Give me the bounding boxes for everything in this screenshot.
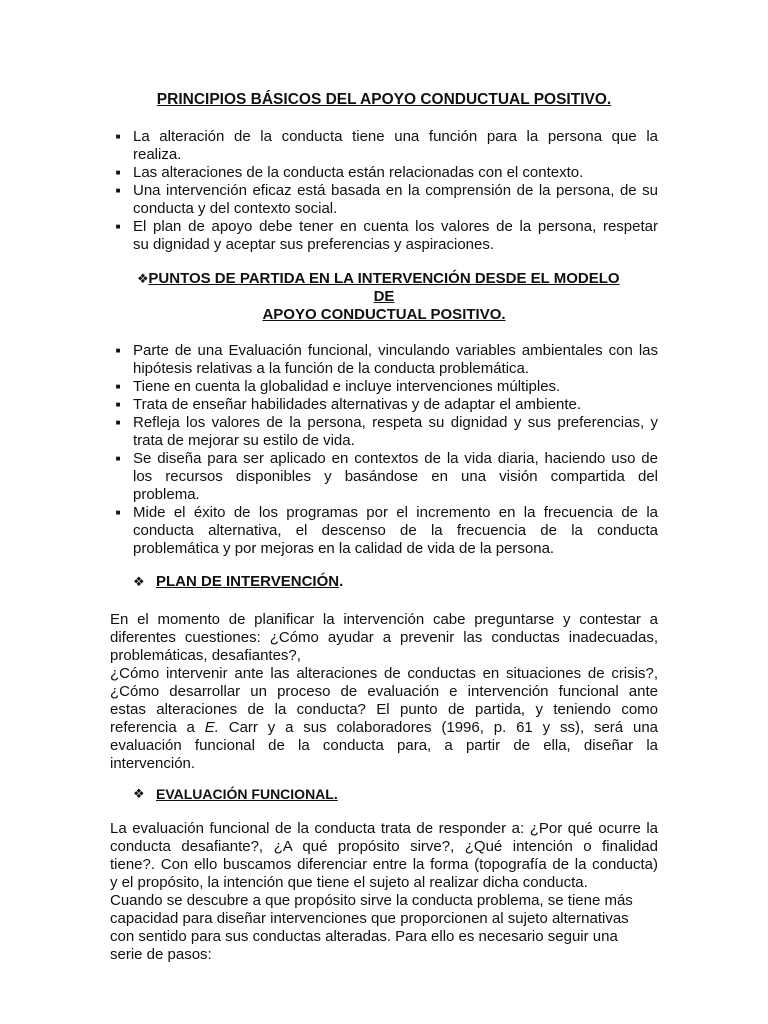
principles-list: [110, 128, 658, 254]
list-item-line: Refleja los valores de la persona, respeta su dignidad y sus preferencias, y: [133, 414, 658, 431]
bullet-icon: ■: [115, 418, 121, 427]
section-heading-text: EVALUACIÓN FUNCIONAL.: [156, 786, 338, 802]
list-item: [110, 218, 658, 254]
reference-author-initial: E.: [204, 719, 219, 736]
list-item-line: su dignidad y aceptar sus preferencias y aspiraciones.: [133, 236, 495, 253]
section-heading-line: PUNTOS DE PARTIDA EN LA INTERVENCIÓN DESDE EL MODELO: [148, 270, 620, 287]
list-item-line: Una intervención eficaz está basada en la comprensión de la persona, de su: [133, 182, 658, 199]
bullet-icon: ■: [115, 186, 121, 195]
paragraph-line: con sentido para sus conductas alteradas. Para ello es necesario seguir una: [110, 928, 618, 945]
starting-points-list: [110, 342, 658, 558]
reference-text: Carr y a sus colaboradores (1996, p. 61 y ss), será una: [218, 719, 658, 736]
list-item-line: Mide el éxito de los programas por el incremento en la frecuencia de la: [133, 504, 658, 521]
plan-paragraph: [110, 611, 658, 773]
paragraph-line: ¿Cómo intervenir ante las alteraciones de conductas en situaciones de crisis?,: [110, 665, 658, 682]
list-item: [110, 450, 658, 504]
paragraph-line-reference: [110, 719, 658, 737]
paragraph-line: En el momento de planificar la intervención cabe preguntarse y contestar a: [110, 611, 658, 628]
list-item-line: trata de mejorar su estilo de vida.: [133, 432, 355, 449]
section-heading-line: DE: [373, 288, 395, 305]
section-heading-plan-de-intervencion: [133, 573, 343, 591]
paragraph-line: ¿Cómo desarrollar un proceso de evaluación e intervención funcional ante: [110, 683, 658, 700]
paragraph-line: y el propósito, la intención que tiene el sujeto al realizar dicha conducta.: [110, 874, 588, 891]
paragraph-line: tiene?. Con ello buscamos diferenciar entre la forma (topografía de la conducta): [110, 856, 658, 873]
paragraph-line: estas alteraciones de la conducta? El punto de partida, y teniendo como: [110, 701, 658, 718]
list-item-line: Trata de enseñar habilidades alternativas y de adaptar el ambiente.: [133, 396, 582, 413]
bullet-icon: ■: [115, 400, 121, 409]
list-item-line: conducta y del contexto social.: [133, 200, 338, 217]
bullet-icon: ■: [115, 382, 121, 391]
list-item-line: Parte de una Evaluación funcional, vinculando variables ambientales con las: [133, 342, 658, 359]
section-heading-text: PLAN DE INTERVENCIÓN: [156, 573, 340, 590]
list-item-line: conducta alternativa, el descenso de la frecuencia de la conducta: [133, 522, 658, 539]
list-item-line: realiza.: [133, 146, 182, 163]
list-item: [110, 164, 658, 182]
paragraph-line: La evaluación funcional de la conducta trata de responder a: ¿Por qué ocurre la: [110, 820, 658, 837]
list-item: [110, 182, 658, 218]
paragraph-line: capacidad para diseñar intervenciones que proporcionen al sujeto alternativas: [110, 910, 629, 927]
list-item: [110, 414, 658, 450]
paragraph-line: conducta desafiante?, ¿A qué propósito sirve?, ¿Qué intención o finalidad: [110, 838, 658, 855]
list-item: [110, 128, 658, 164]
section-heading-evaluacion-funcional: [133, 785, 338, 803]
reference-text: referencia a: [110, 719, 205, 736]
list-item-line: los recursos disponibles y basándose en una visión compartida del: [133, 468, 658, 485]
section-heading-puntos-de-partida: [110, 270, 658, 324]
paragraph-line: Cuando se descubre a que propósito sirve la conducta problema, se tiene más: [110, 892, 633, 909]
list-item-line: problema.: [133, 486, 200, 503]
section-heading-line: APOYO CONDUCTUAL POSITIVO.: [262, 306, 506, 323]
paragraph-line: diferentes cuestiones: ¿Cómo ayudar a prevenir las conductas inadecuadas,: [110, 629, 658, 646]
paragraph-line: serie de pasos:: [110, 946, 212, 963]
list-item: [110, 504, 658, 558]
list-item: [110, 342, 658, 378]
bullet-icon: ■: [115, 508, 121, 517]
list-item-line: Las alteraciones de la conducta están relacionadas con el contexto.: [133, 164, 584, 181]
diamond-bullet-icon: ❖: [133, 786, 145, 801]
list-item-line: Se diseña para ser aplicado en contextos de la vida diaria, haciendo uso de: [133, 450, 658, 467]
page-title: PRINCIPIOS BÁSICOS DEL APOYO CONDUCTUAL POSITIVO.: [156, 91, 612, 108]
diamond-bullet-icon: ❖: [133, 574, 145, 589]
paragraph-line: evaluación funcional de la conducta para, a partir de ella, diseñar la: [110, 737, 658, 754]
list-item-line: La alteración de la conducta tiene una función para la persona que la: [133, 128, 658, 145]
list-item-line: El plan de apoyo debe tener en cuenta los valores de la persona, respetar: [133, 218, 658, 235]
list-item: [110, 378, 658, 396]
bullet-icon: ■: [115, 222, 121, 231]
section-heading-suffix: .: [339, 573, 344, 590]
list-item-line: hipótesis relativas a la función de la conducta problemática.: [133, 360, 530, 377]
list-item-line: Tiene en cuenta la globalidad e incluye intervenciones múltiples.: [133, 378, 561, 395]
paragraph-line: problemáticas, desafiantes?,: [110, 647, 301, 664]
paragraph-line: intervención.: [110, 755, 196, 772]
bullet-icon: ■: [115, 132, 121, 141]
evaluation-paragraph: [110, 820, 658, 964]
bullet-icon: ■: [115, 168, 121, 177]
bullet-icon: ■: [115, 346, 121, 355]
bullet-icon: ■: [115, 454, 121, 463]
diamond-bullet-icon: ❖: [137, 271, 149, 286]
list-item: [110, 396, 658, 414]
list-item-line: problemática y por mejoras en la calidad de vida de la persona.: [133, 540, 555, 557]
